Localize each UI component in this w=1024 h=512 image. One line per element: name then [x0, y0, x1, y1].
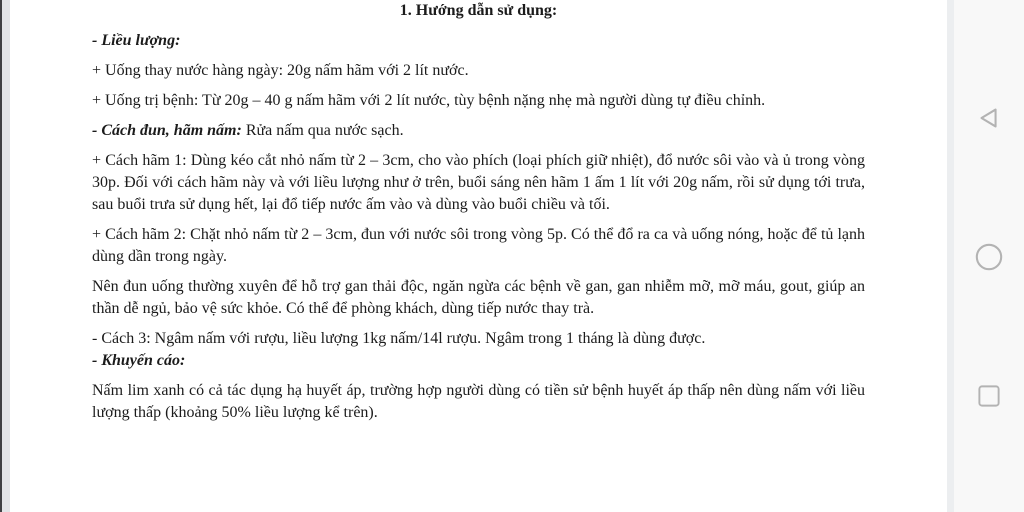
paragraph-cach-3: - Cách 3: Ngâm nấm với rượu, liều lượng 1kg nấm/14l rượu. Ngâm trong 1 tháng là dùng được. [92, 330, 706, 347]
back-triangle-icon [974, 103, 1004, 133]
left-gutter [2, 0, 10, 512]
home-circle-icon [974, 242, 1004, 272]
recents-square-icon [975, 382, 1003, 410]
paragraph-lieu-luong-heading [92, 30, 865, 52]
lead-label: - Liều lượng: [92, 32, 181, 49]
paragraph-cach-dun [92, 120, 865, 142]
recents-button[interactable] [975, 382, 1003, 410]
lead-label: - Cách đun, hãm nấm: [92, 122, 242, 139]
document-page [10, 0, 947, 512]
paragraph-nam-lim-xanh: Nấm lim xanh có cả tác dụng hạ huyết áp, trường hợp người dùng có tiền sử bệnh huyết áp thấp nên dùng nấm với liều lượng thấp (khoảng 50% liều lượng kể trên). [92, 382, 865, 421]
paragraph-text: Rửa nấm qua nước sạch. [241, 122, 404, 139]
paragraph-cach-ham-2: + Cách hãm 2: Chặt nhỏ nấm từ 2 – 3cm, đun với nước sôi trong vòng 5p. Có thể đổ ra ca và uống nóng, hoặc để tủ lạnh dùng dần trong ngày. [92, 226, 865, 265]
document-title: 1. Hướng dẫn sử dụng: [399, 2, 558, 19]
lead-label: - Khuyến cáo: [92, 352, 186, 369]
navigation-bar [954, 0, 1024, 512]
scrollbar-track[interactable] [947, 0, 954, 512]
paragraph-uong-thay-nuoc: + Uống thay nước hàng ngày: 20g nấm hãm với 2 lít nước. [92, 62, 469, 79]
paragraph-uong-tri-benh: + Uống trị bệnh: Từ 20g – 40 g nấm hãm với 2 lít nước, tùy bệnh nặng nhẹ mà người dùng tự điều chỉnh. [92, 92, 766, 109]
home-button[interactable] [974, 242, 1004, 272]
paragraph-cach-ham-1: + Cách hãm 1: Dùng kéo cắt nhỏ nấm từ 2 – 3cm, cho vào phích (loại phích giữ nhiệt), đổ nước sôi vào và ủ trong vòng 30p. Đối với cách hãm này và với liều lượng như ở trên, buổi sáng nên hãm 1 ấm 1 lít với 20g nấm, rồi sử dụng tới trưa, sau buổi trưa sử dụng hết, lại đổ tiếp nước ấm vào và dùng vào buổi chiều và tối. [92, 152, 865, 213]
paragraph-khuyen-cao-heading [92, 350, 865, 372]
paragraph-nen-dun-uong: Nên đun uống thường xuyên để hỗ trợ gan thải độc, ngăn ngừa các bệnh về gan, gan nhiễm mỡ, mỡ máu, gout, giúp an thần dễ ngủ, bảo vệ sức khỏe. Có thể để phòng khách, dùng tiếp nước thay trà. [92, 278, 865, 317]
back-button[interactable] [974, 103, 1004, 133]
